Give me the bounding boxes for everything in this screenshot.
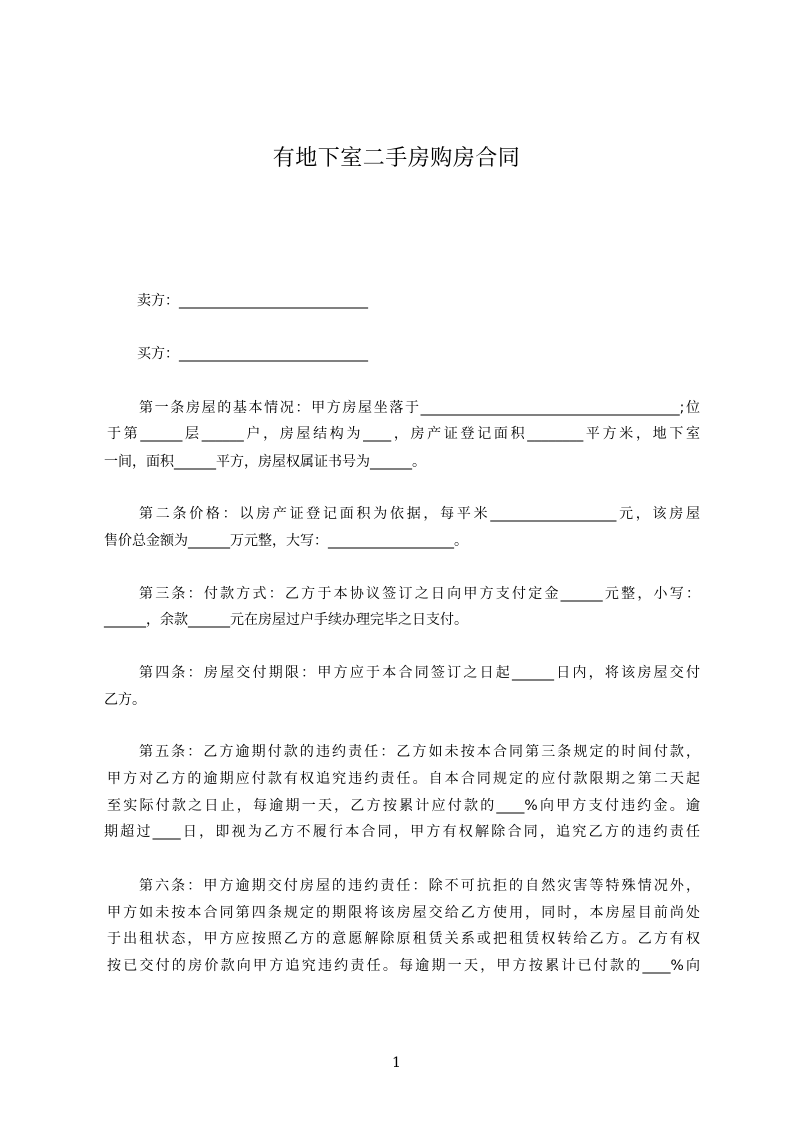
article-5-line-1: 第五条：乙方逾期付款的违约责任：乙方如未按本合同第三条规定的时间付款，	[139, 744, 700, 760]
article-1-line-2: 于第______层______户，房屋结构为____，房产证登记面积________平方米，地下室	[107, 426, 700, 442]
page-title: 有地下室二手房购房合同	[272, 146, 521, 171]
article-4-line-1: 第四条：房屋交付期限：甲方应于本合同签订之日起______日内，将该房屋交付	[139, 665, 700, 681]
article-6-line-4: 按已交付的房价款向甲方追究违约责任。每逾期一天，甲方按累计已付款的____%向	[107, 958, 700, 974]
page-number: 1	[392, 1055, 401, 1071]
article-1-line-1: 第一条房屋的基本情况：甲方房屋坐落于_____________________________________;位	[139, 400, 700, 416]
buyer-line: 买方：___________________________	[137, 346, 368, 362]
article-4-line-2: 乙方。	[104, 692, 146, 708]
article-6-line-1: 第六条：甲方逾期交付房屋的违约责任：除不可抗拒的自然灾害等特殊情况外，	[139, 878, 700, 894]
article-5-line-2: 甲方对乙方的逾期应付款有权追究违约责任。自本合同规定的应付款限期之第二天起	[107, 771, 700, 787]
article-2-line-1: 第二条价格：以房产证登记面积为依据，每平米__________________元，该房屋	[139, 506, 700, 522]
article-6-line-3: 于出租状态，甲方应按照乙方的意愿解除原租赁关系或把租赁权转给乙方。乙方有权	[107, 931, 700, 947]
article-3-line-2: ______，余款______元在房屋过户手续办理完毕之日支付。	[104, 612, 468, 628]
article-3-line-1: 第三条：付款方式：乙方于本协议签订之日向甲方支付定金______元整，小写：	[139, 586, 700, 602]
article-1-line-3: 一间，面积______平方，房屋权属证书号为______。	[104, 454, 426, 470]
article-2-line-2: 售价总金额为______万元整，大写：__________________。	[104, 533, 468, 549]
article-5-line-4: 期超过____日，即视为乙方不履行本合同，甲方有权解除合同，追究乙方的违约责任	[104, 824, 700, 840]
article-6-line-2: 甲方如未按本合同第四条规定的期限将该房屋交给乙方使用，同时，本房屋目前尚处	[107, 905, 700, 921]
seller-line: 卖方：___________________________	[137, 293, 368, 309]
article-5-line-3: 至实际付款之日止，每逾期一天，乙方按累计应付款的____%向甲方支付违约金。逾	[107, 798, 700, 814]
